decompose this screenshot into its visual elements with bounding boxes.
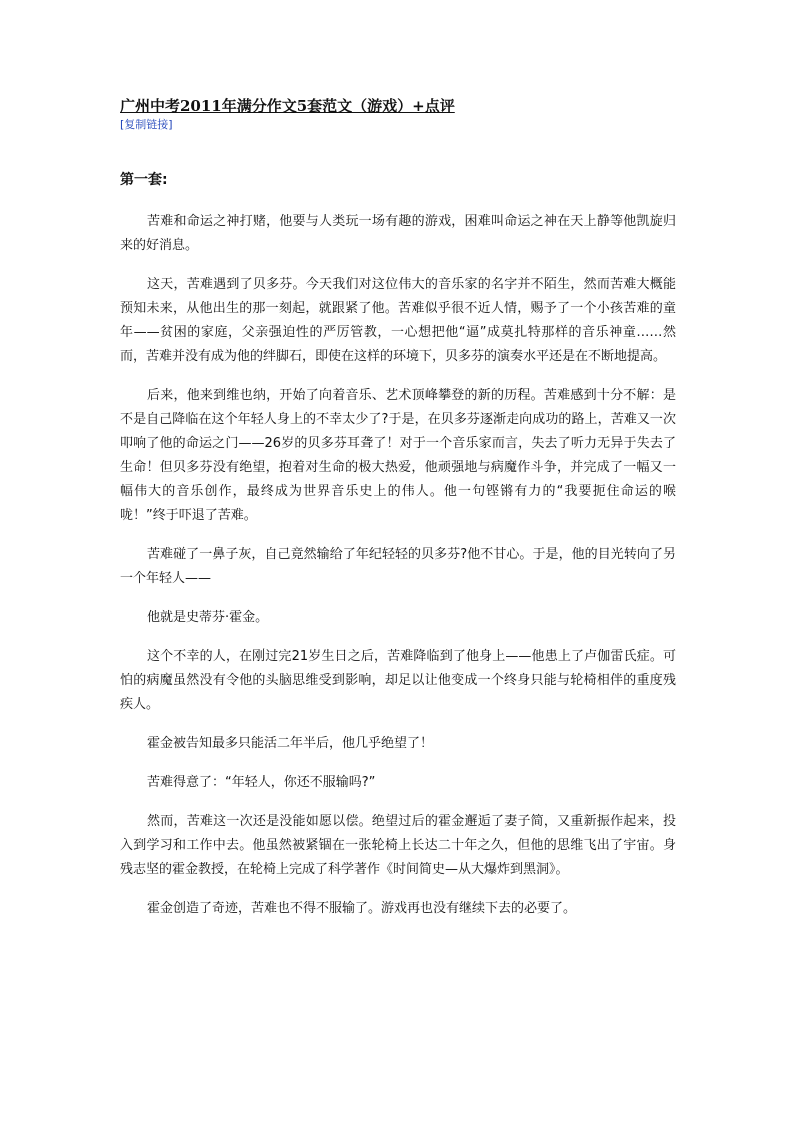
paragraph-4: 苦难碰了一鼻子灰，自己竟然输给了年纪轻轻的贝多芬?他不甘心。于是，他的目光转向了另一个年轻人—— [120, 547, 676, 586]
section-heading: 第一套: [120, 172, 168, 188]
paragraph-9: 然而，苦难这一次还是没能如愿以偿。绝望过后的霍金邂逅了妻子简，又重新振作起来，投入到学习和工作中去。他虽然被紧锢在一张轮椅上长达二十年之久，但他的思维飞出了宇宙。身残志坚的霍金教授，在轮椅上完成了科学著作《时间简史—从大爆炸到黑洞》。 [120, 814, 676, 877]
document-page [120, 96, 676, 921]
paragraph-6: 这个不幸的人，在刚过完21岁生日之后，苦难降临到了他身上——他患上了卢伽雷氏症。可怕的病魔虽然没有令他的头脑思维受到影响，却足以让他变成一个终身只能与轮椅相伴的重度残疾人。 [120, 649, 676, 712]
copy-link-open-bracket: [ [120, 118, 125, 131]
document-title: 广州中考2011年满分作文5套范文（游戏）+点评 [120, 97, 455, 115]
copy-link-button[interactable] [120, 117, 676, 133]
copy-link-label: 复制链接 [124, 118, 169, 131]
paragraph-5: 他就是史蒂芬·霍金。 [147, 610, 269, 625]
paragraph-10: 霍金创造了奇迹，苦难也不得不服输了。游戏再也没有继续下去的必要了。 [147, 901, 577, 916]
paragraph-8: 苦难得意了：“年轻人，你还不服输吗?” [147, 775, 376, 790]
paragraph-1: 苦难和命运之神打赌，他要与人类玩一场有趣的游戏，困难叫命运之神在天上静等他凯旋归来的好消息。 [120, 214, 676, 253]
paragraph-7: 霍金被告知最多只能活二年半后，他几乎绝望了！ [147, 736, 434, 751]
copy-link-close-bracket: ] [168, 118, 173, 131]
paragraph-3: 后来，他来到维也纳，开始了向着音乐、艺术顶峰攀登的新的历程。苦难感到十分不解：是不是自己降临在这个年轻人身上的不幸太少了?于是，在贝多芬逐渐走向成功的路上，苦难又一次叩响了他的命运之门——26岁的贝多芬耳聋了！对于一个音乐家而言，失去了听力无异于失去了生命！但贝多芬没有绝望，抱着对生命的极大热爱，他顽强地与病魔作斗争，并完成了一幅又一幅伟大的音乐创作，最终成为世界音乐史上的伟人。他一句铿锵有力的“我要扼住命运的喉咙！”终于吓退了苦难。 [120, 388, 676, 523]
paragraph-2: 这天，苦难遇到了贝多芬。今天我们对这位伟大的音乐家的名字并不陌生，然而苦难大概能预知未来，从他出生的那一刻起，就跟紧了他。苦难似乎很不近人情，赐予了一个小孩苦难的童年——贫困的家庭，父亲强迫性的严厉管教，一心想把他“逼”成莫扎特那样的音乐神童……然而，苦难并没有成为他的绊脚石，即使在这样的环境下，贝多芬的演奏水平还是在不断地提高。 [120, 277, 676, 364]
